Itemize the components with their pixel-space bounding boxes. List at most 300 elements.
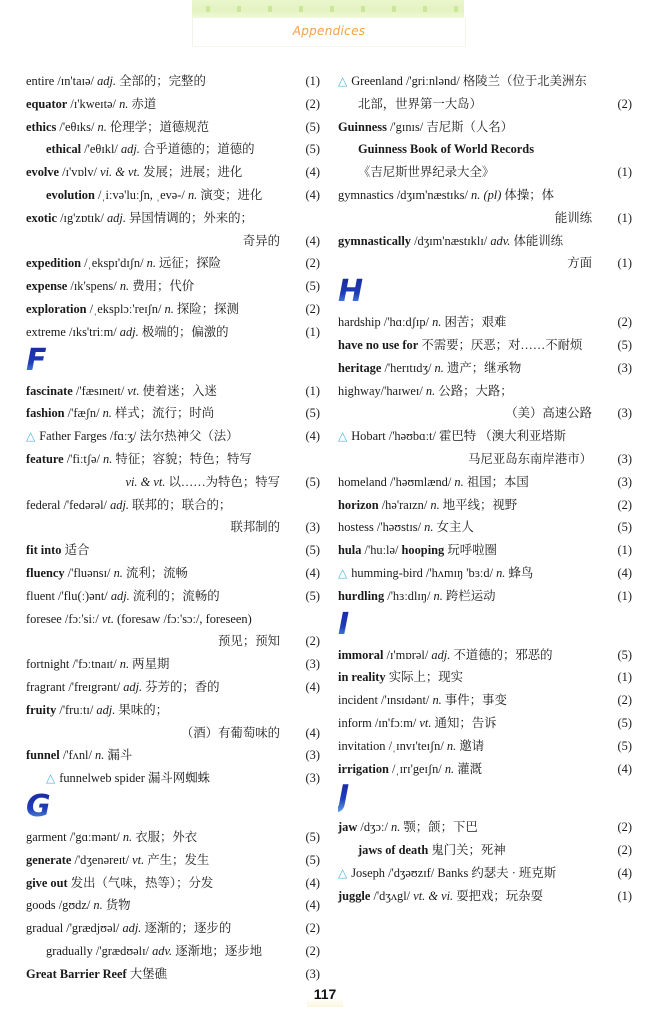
- section-letter: [338, 608, 632, 644]
- glossary-entry: [26, 402, 320, 425]
- triangle-marker-icon: △: [338, 565, 348, 580]
- part-of-speech: n.: [496, 565, 506, 580]
- glossary-entry: [26, 539, 320, 562]
- pronunciation: /gʊdz/: [55, 898, 94, 913]
- section-title: Appendices: [292, 24, 366, 38]
- headword: highway: [338, 383, 381, 398]
- unit-number: (4): [305, 898, 320, 913]
- unit-number: (5): [305, 279, 320, 294]
- part-of-speech: n.: [119, 657, 130, 672]
- part-of-speech: n.: [432, 693, 442, 708]
- unit-number: (2): [305, 921, 320, 936]
- headword: heritage: [338, 360, 382, 375]
- glossary-entry: [338, 494, 632, 517]
- headword: horizon: [338, 497, 379, 512]
- definition: 极端的；偏激的: [138, 324, 229, 339]
- glossary-entry: [26, 940, 320, 963]
- definition: 样式；流行；时尚: [111, 406, 215, 421]
- unit-number: (5): [305, 852, 320, 867]
- definition: 逐渐地；逐步地: [172, 943, 262, 958]
- unit-number: (3): [617, 360, 632, 375]
- headword: humming-bird: [351, 565, 423, 580]
- part-of-speech: vt.: [101, 611, 114, 626]
- headword: Hobart: [351, 429, 386, 444]
- section-letter-glyph: G: [26, 788, 51, 824]
- glossary-entry: [338, 516, 632, 539]
- headword: Father Farges: [39, 429, 107, 444]
- triangle-marker-icon: △: [338, 429, 348, 444]
- glossary-continuation: [338, 448, 632, 471]
- part-of-speech: adj.: [110, 588, 130, 603]
- part-of-speech: adj.: [97, 74, 116, 88]
- headword: in reality: [338, 670, 386, 685]
- pronunciation: /'grædʊəlɪ/: [92, 943, 153, 958]
- unit-number: (4): [305, 233, 320, 248]
- unit-number: (2): [617, 843, 632, 858]
- headword: exotic: [26, 210, 57, 225]
- glossary-column-right: [338, 70, 632, 908]
- headword: entire: [26, 74, 55, 88]
- unit-number: (5): [617, 715, 632, 730]
- unit-number: (3): [305, 966, 320, 981]
- glossary-entry: [26, 963, 320, 986]
- pronunciation: /'freɪgrənt/: [65, 679, 124, 694]
- pronunciation: /'fiːtʃə/: [63, 451, 104, 466]
- part-of-speech: adj.: [110, 497, 130, 512]
- headword: have no use for: [338, 337, 419, 352]
- definition: 不道德的；邪恶的: [450, 647, 553, 662]
- part-of-speech: adj.: [96, 702, 116, 717]
- definition: 两星期: [129, 657, 170, 672]
- glossary-continuation: [338, 161, 632, 184]
- definition: 体能训练: [510, 233, 564, 248]
- part-of-speech: n.: [146, 256, 156, 271]
- glossary-entry: [26, 425, 320, 448]
- glossary-continuation: [26, 722, 320, 745]
- glossary-entry: [338, 70, 632, 93]
- glossary-entry: [26, 608, 320, 631]
- part-of-speech: adj.: [120, 142, 140, 157]
- glossary-entry: [338, 138, 632, 161]
- headword: hula: [338, 543, 362, 558]
- pronunciation: /'həʊbɑːt/: [385, 429, 440, 444]
- definition: 邀请: [456, 738, 485, 753]
- glossary-entry: [26, 275, 320, 298]
- glossary-entry: [26, 184, 320, 207]
- pronunciation: /'gɪnɪs/: [386, 119, 427, 134]
- definition: 异国情调的；外来的；: [125, 210, 253, 225]
- pronunciation: /'eθɪks/: [56, 119, 98, 134]
- pronunciation: /'fɔːtnaɪt/: [69, 657, 120, 672]
- definition: 体操；体: [501, 187, 554, 202]
- glossary-entry: [26, 70, 320, 93]
- glossary-entry: [26, 699, 320, 722]
- headword: Joseph: [351, 865, 385, 880]
- pronunciation: /ɪk'spens/: [67, 279, 120, 294]
- pronunciation: /'fæʃn/: [64, 406, 103, 421]
- headword: goods: [26, 898, 56, 913]
- definition: 以……为特色；特写: [165, 474, 280, 489]
- glossary-column-left: [26, 70, 320, 985]
- pronunciation: /ˌiːvə'luːʃn, ˌevə-/: [94, 187, 188, 202]
- unit-number: (2): [305, 943, 320, 958]
- pronunciation: /'herɪtɪdʒ/: [381, 360, 435, 375]
- part-of-speech: n.: [432, 315, 442, 330]
- definition: 鬼门关；死神: [431, 843, 506, 858]
- definition: 祖国；本国: [463, 474, 529, 489]
- definition: 蜂鸟: [505, 565, 534, 580]
- unit-number: (4): [305, 187, 320, 202]
- glossary-entry: [26, 252, 320, 275]
- glossary-entry: [26, 321, 320, 344]
- pronunciation: /ˌekspɪ'dɪʃn/: [81, 256, 147, 271]
- glossary-entry: [338, 311, 632, 334]
- definition: 格陵兰（位于北美洲东: [462, 74, 587, 88]
- pronunciation: /ɪ'vɒlv/: [59, 165, 101, 180]
- glossary-entry: [338, 839, 632, 862]
- unit-number: (2): [617, 693, 632, 708]
- glossary-entry: [338, 816, 632, 839]
- pronunciation: /'huːlə/: [361, 543, 402, 558]
- definition: 探险；探测: [173, 301, 239, 316]
- part-of-speech: adj.: [122, 921, 142, 936]
- glossary-entry: [338, 357, 632, 380]
- section-letter: [338, 275, 632, 311]
- unit-number: (5): [617, 738, 632, 753]
- pronunciation: /'hɜːdlɪŋ/: [384, 588, 434, 603]
- part-of-speech: n.: [113, 565, 123, 580]
- glossary-entry: [338, 471, 632, 494]
- part-of-speech: n.: [164, 301, 174, 316]
- headword: fruity: [26, 702, 57, 717]
- definition: 吉尼斯（人名）: [426, 119, 514, 134]
- definition: 女主人: [433, 520, 474, 535]
- glossary-continuation: [26, 230, 320, 253]
- definition: 方面: [567, 256, 592, 271]
- glossary-entry: [338, 562, 632, 585]
- definition: 漏斗: [104, 748, 133, 763]
- definition: 不需要；厌恶；对……不耐烦: [421, 337, 583, 352]
- part-of-speech: adj.: [123, 679, 143, 694]
- headword: invitation: [338, 738, 386, 753]
- glossary-entry: [26, 562, 320, 585]
- definition: 法尔热神父（法）: [139, 429, 239, 444]
- pronunciation: /'ɪnsɪdənt/: [377, 693, 433, 708]
- unit-number: (4): [617, 565, 632, 580]
- unit-number: (5): [305, 142, 320, 157]
- glossary-continuation: [338, 252, 632, 275]
- unit-number: (2): [617, 315, 632, 330]
- definition: 《吉尼斯世界纪录大全》: [358, 165, 495, 180]
- headword: funnelweb spider: [59, 771, 145, 786]
- glossary-entry: [338, 380, 632, 403]
- pronunciation: /'dʒəʊzɪf/ Banks: [384, 865, 472, 880]
- definition: （美）高速公路: [505, 406, 592, 421]
- definition: 流利的；流畅的: [129, 588, 220, 603]
- definition: 跨栏运动: [442, 588, 496, 603]
- part-of-speech: n.: [391, 820, 401, 835]
- definition: 能训练: [554, 210, 592, 225]
- headword: ethics: [26, 119, 57, 134]
- part-of-speech: vt. & vi.: [413, 888, 454, 903]
- definition: 衣服；外衣: [132, 829, 198, 844]
- headword: hostess: [338, 520, 374, 535]
- unit-number: (1): [617, 888, 632, 903]
- glossary-entry: [26, 494, 320, 517]
- headword: extreme: [26, 324, 66, 339]
- unit-number: (1): [305, 383, 320, 398]
- glossary-entry: [338, 689, 632, 712]
- glossary-entry: [26, 676, 320, 699]
- pronunciation: /dʒɪm'næstɪks/: [393, 187, 472, 202]
- pronunciation: /'haɪweɪ/: [380, 383, 426, 398]
- part-of-speech: n.: [424, 520, 434, 535]
- definition: 全部的；完整的: [116, 74, 206, 88]
- unit-number: (5): [305, 474, 320, 489]
- pronunciation: /ˌɪnvɪ'teɪʃn/: [385, 738, 447, 753]
- headword: ethical: [46, 142, 82, 157]
- unit-number: (1): [617, 165, 632, 180]
- headword: evolve: [26, 165, 60, 180]
- unit-number: (3): [617, 474, 632, 489]
- glossary-entry: [338, 644, 632, 667]
- headword: jaw: [338, 820, 358, 835]
- pronunciation: /'hʌmɪŋ 'bɜːd/: [422, 565, 497, 580]
- unit-number: (5): [617, 337, 632, 352]
- section-letter: [26, 344, 320, 380]
- section-letter-glyph: H: [338, 274, 364, 310]
- headword: gradual: [26, 921, 64, 936]
- unit-number: (1): [305, 74, 320, 88]
- part-of-speech: n.: [93, 898, 103, 913]
- part-of-speech: vi. & vt.: [125, 474, 166, 489]
- part-of-speech: vt.: [132, 852, 145, 867]
- definition: 实际上；现实: [388, 670, 464, 685]
- definition: 远征；探险: [155, 256, 221, 271]
- headword: evolution: [46, 187, 95, 202]
- glossary-entry: [26, 826, 320, 849]
- glossary-entry: [26, 744, 320, 767]
- part-of-speech: n.: [119, 279, 130, 294]
- glossary-continuation: [26, 516, 320, 539]
- glossary-continuation: [338, 93, 632, 116]
- unit-number: (1): [617, 210, 632, 225]
- definition: 地平线；视野: [439, 497, 518, 512]
- pronunciation: /ˌeksplɔː'reɪʃn/: [86, 301, 165, 316]
- unit-number: (4): [305, 565, 320, 580]
- definition: 事件；事变: [441, 693, 507, 708]
- pronunciation: /dʒɔː/: [357, 820, 391, 835]
- pronunciation: /'fedərəl/: [60, 497, 111, 512]
- definition: (foresaw /fɔː'sɔː/, foreseen): [113, 611, 252, 626]
- headword: expense: [26, 279, 68, 294]
- definition: 使着迷；入迷: [139, 383, 217, 398]
- header: [192, 18, 466, 47]
- headword: jaws of death: [358, 843, 429, 858]
- unit-number: (4): [617, 865, 632, 880]
- headword: incident: [338, 693, 378, 708]
- pronunciation: /'griːnlənd/: [402, 74, 463, 88]
- definition: 玩呼啦圈: [444, 543, 497, 558]
- part-of-speech: n.: [446, 738, 457, 753]
- pronunciation: /hə'raɪzn/: [378, 497, 431, 512]
- definition: 北部，世界第一大岛）: [358, 96, 482, 111]
- triangle-marker-icon: △: [46, 771, 56, 786]
- part-of-speech: adv.: [490, 233, 511, 248]
- unit-number: (4): [305, 165, 320, 180]
- glossary-entry: [338, 334, 632, 357]
- definition: 灌溉: [454, 761, 483, 776]
- pronunciation: /'həʊmlænd/: [386, 474, 455, 489]
- headword: fluent: [26, 588, 55, 603]
- headword: juggle: [338, 888, 371, 903]
- headword: fashion: [26, 406, 65, 421]
- definition: 赤道: [128, 96, 157, 111]
- definition: 合乎道德的；道德的: [139, 142, 255, 157]
- glossary-entry: [338, 885, 632, 908]
- definition: 适合: [64, 543, 90, 558]
- part-of-speech: n.: [430, 497, 440, 512]
- pronunciation: /ɪn'fɔːm/: [371, 715, 420, 730]
- unit-number: (5): [305, 588, 320, 603]
- pronunciation: /'fʌnl/: [59, 748, 96, 763]
- glossary-continuation: [26, 630, 320, 653]
- pronunciation: /fɔː'siː/: [61, 611, 102, 626]
- glossary-entry: [26, 849, 320, 872]
- header-decoration: [192, 0, 464, 18]
- page-number: 117: [307, 985, 343, 1007]
- headword: fit into: [26, 543, 62, 558]
- definition: 联邦的；联合的；: [129, 497, 232, 512]
- definition: 特征；容貌；特色；特写: [112, 451, 252, 466]
- glossary-entry: [26, 207, 320, 230]
- glossary-entry: [338, 539, 632, 562]
- unit-number: (2): [617, 820, 632, 835]
- headword: hardship: [338, 315, 381, 330]
- section-letter: [26, 790, 320, 826]
- glossary-entry: [338, 116, 632, 139]
- headword: equator: [26, 96, 68, 111]
- unit-number: (3): [617, 451, 632, 466]
- part-of-speech: n.: [425, 383, 436, 398]
- headword: immoral: [338, 647, 384, 662]
- headword: funnel: [26, 748, 60, 763]
- unit-number: (1): [617, 256, 632, 271]
- headword: Guinness: [338, 119, 387, 134]
- headword: Greenland: [351, 74, 403, 88]
- section-letter-glyph: F: [26, 342, 47, 378]
- glossary-entry: [26, 138, 320, 161]
- part-of-speech: n.: [434, 360, 444, 375]
- definition: 逐渐的；逐步的: [141, 921, 232, 936]
- unit-number: (5): [617, 520, 632, 535]
- pronunciation: /'eθɪkl/: [81, 142, 121, 157]
- glossary-continuation: [338, 402, 632, 425]
- headword: foresee: [26, 611, 62, 626]
- definition: 霍巴特 （澳大利亚塔斯: [439, 429, 567, 444]
- part-of-speech: n.: [433, 588, 443, 603]
- pronunciation: /'fæsɪneɪt/: [72, 383, 128, 398]
- part-of-speech: n.: [119, 96, 129, 111]
- triangle-marker-icon: △: [26, 429, 36, 444]
- glossary-entry: [26, 917, 320, 940]
- section-letter-glyph: I: [338, 606, 350, 642]
- glossary-entry: [338, 666, 632, 689]
- triangle-marker-icon: △: [338, 865, 348, 880]
- unit-number: (5): [305, 119, 320, 134]
- headword: gradually: [46, 943, 93, 958]
- definition: 通知；告诉: [431, 715, 497, 730]
- glossary-continuation: [26, 471, 320, 494]
- part-of-speech: adj.: [119, 324, 139, 339]
- part-of-speech: adj.: [431, 647, 451, 662]
- unit-number: (4): [617, 761, 632, 776]
- pronunciation: /'dʒʌgl/: [370, 888, 414, 903]
- definition: 马尼亚岛东南岸港市）: [468, 451, 592, 466]
- part-of-speech: n.: [444, 761, 455, 776]
- glossary-entry: [26, 116, 320, 139]
- pronunciation: /'hɑːdʃɪp/: [380, 315, 433, 330]
- definition: 发展；进展；进化: [140, 165, 243, 180]
- part-of-speech: n.: [454, 474, 464, 489]
- part-of-speech: n.: [103, 451, 113, 466]
- glossary-entry: [26, 161, 320, 184]
- glossary-continuation: [338, 207, 632, 230]
- headword-extra: hooping: [401, 543, 445, 558]
- headword: Guinness Book of World Records: [358, 142, 535, 157]
- part-of-speech: vt.: [127, 383, 140, 398]
- part-of-speech: vi. & vt.: [100, 165, 141, 180]
- glossary-entry: [338, 862, 632, 885]
- definition: 奇异的: [242, 233, 280, 248]
- unit-number: (3): [305, 657, 320, 672]
- headword: gymnastically: [338, 233, 411, 248]
- headword: federal: [26, 497, 61, 512]
- pronunciation: /ɪ'mɒrəl/: [383, 647, 432, 662]
- pronunciation: /'grædjʊəl/: [63, 921, 123, 936]
- definition: 伦理学；道德规范: [106, 119, 210, 134]
- unit-number: (5): [305, 829, 320, 844]
- unit-number: (2): [305, 634, 320, 649]
- glossary-entry: [26, 380, 320, 403]
- definition: 公路；大路；: [435, 383, 513, 398]
- glossary-entry: [338, 758, 632, 781]
- definition: 芬芳的；香的: [142, 679, 220, 694]
- headword: inform: [338, 715, 372, 730]
- definition: 费用；代价: [129, 279, 195, 294]
- unit-number: (2): [617, 96, 632, 111]
- pronunciation: /'fruːtɪ/: [56, 702, 97, 717]
- glossary-entry: [338, 735, 632, 758]
- unit-number: (1): [617, 543, 632, 558]
- unit-number: (1): [305, 324, 320, 339]
- unit-number: (2): [305, 96, 320, 111]
- part-of-speech: adv.: [152, 943, 173, 958]
- pronunciation: /ˌɪrɪ'geɪʃn/: [388, 761, 445, 776]
- definition: 联邦制的: [230, 520, 280, 535]
- pronunciation: /'dʒenəreɪt/: [71, 852, 133, 867]
- unit-number: (3): [617, 406, 632, 421]
- glossary-entry: [26, 653, 320, 676]
- glossary-entry: [26, 767, 320, 790]
- glossary-entry: [26, 298, 320, 321]
- headword: generate: [26, 852, 72, 867]
- definition: （酒）有葡萄味的: [180, 725, 280, 740]
- definition: 货物: [102, 898, 131, 913]
- glossary-entry: [338, 712, 632, 735]
- definition: 约瑟夫 · 班克斯: [471, 865, 557, 880]
- unit-number: (2): [305, 256, 320, 271]
